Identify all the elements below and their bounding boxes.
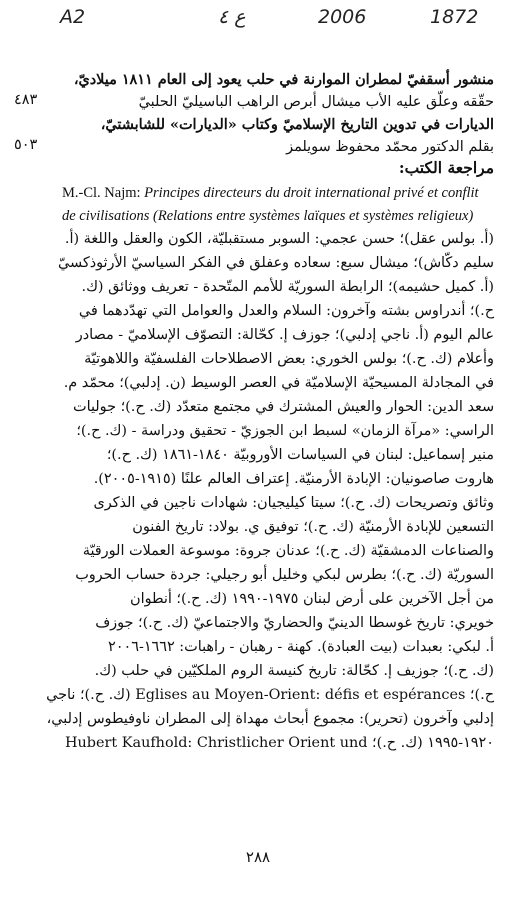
- handwritten-left: A2: [60, 6, 86, 28]
- latin-entry-line-2: [62, 206, 502, 226]
- review-line: في المجادلة المسيحيّة الإسلاميّة في العصر الوسيط (ن. إدلبي)؛ محمّد م.: [63, 375, 494, 391]
- toc-line-1: منشور أسقفيّ لمطران الموارنة في حلب يعود إلى العام ١٨١١ ميلاديّ،: [73, 71, 494, 88]
- toc-page-1: ٤٨٣: [14, 92, 38, 108]
- review-line: سليم دكّاش)؛ ميشال سبع: سعاده وعفلق في الفكر السياسيّ الأرثوذكسيّ: [58, 255, 494, 271]
- review-line: (أ. بولس عقل)؛ حسن عجمي: السوبر مستقبليّة، الكون والعقل واللغة (أ.: [64, 231, 494, 247]
- review-line: (أ. كميل حشيمه)؛ الرابطة السوريّة للأمم المتّحدة - تعريف ووثائق (ك.: [81, 279, 494, 295]
- review-line: سعد الدين: الحوار والعيش المشترك في مجتمع متعدّد (ك. ح.)؛ جوليات: [73, 399, 494, 415]
- review-line: (ك. ح.)؛ جوزيف إ. كحّالة: تاريخ كنيسة الروم الملكيّين في حلب (ك.: [94, 663, 494, 679]
- handwritten-right: 1872: [430, 6, 479, 28]
- review-line: وثائق وتصريحات (ك. ح.)؛ سيتا كيليجيان: شهادات ناجين في الذكرى: [93, 495, 494, 511]
- review-line: هاروت صاصونيان: الإبادة الأرمنيّة. إعتراف العالم علنًا (١٩١٥-٢٠٠٥).: [93, 471, 494, 487]
- latin-title-cont: de civilisations (Relations entre systèmes laïques et systèmes religieux): [62, 208, 474, 224]
- toc-page-2: ٥٠٣: [14, 137, 38, 153]
- review-line: الراسي: «مرآة الزمان» لسبط ابن الجوزيّ - تحقيق ودراسة - (ك. ح.)؛: [76, 423, 494, 439]
- toc-line-4: بقلم الدكتور محمّد محفوظ سويلمز: [286, 139, 494, 155]
- handwritten-mid: ع ٤: [218, 6, 246, 28]
- review-line: ١٩٢٠-١٩٩٥ (ك. ح.)؛ Hubert Kaufhold: Christlicher Orient und: [64, 735, 494, 751]
- review-line: السوريّة (ك. ح.)؛ بطرس لبكي وخليل أبو رجيلي: جردة حساب الحروب: [75, 567, 494, 583]
- review-line: خويري: تاريخ غوسطا الدينيّ والحضاريّ والاجتماعيّ (ك. ح.)؛ جوزف: [95, 615, 494, 631]
- review-line: عالم اليوم (أ. ناجي إدلبي)؛ جوزف إ. كحّالة: التصوّف الإسلاميّ - مصادر: [75, 327, 494, 343]
- review-line: والصناعات الدمشقيّة (ك. ح.)؛ عدنان جروة: موسوعة العملات الورقيّة: [82, 543, 494, 559]
- review-line: ح.)؛ Eglises au Moyen-Orient: défis et espérances (ك. ح.)؛ ناجي: [46, 687, 494, 703]
- toc-line-3: الديارات في تدوين التاريخ الإسلاميّ وكتاب «الديارات» للشابشتيّ،: [100, 116, 494, 133]
- review-line: إدلبي وآخرون (تحرير): مجموع أبحاث مهداة إلى المطران ناوفيطوس إدلبي،: [46, 711, 494, 727]
- page-number: ٢٨٨: [245, 848, 271, 866]
- toc-line-2: حقّقه وعلّق عليه الأب ميشال أبرص الراهب الباسيليّ الحلبيّ: [138, 94, 494, 110]
- review-line: وأعلام (ك. ح.)؛ بولس الخوري: بعض الاصطلاحات الفلسفيّة واللاهوتيّة: [84, 351, 494, 367]
- latin-entry-line-1: [62, 183, 502, 203]
- review-line: من أجل الآخرين على أرض لبنان ١٩٧٥-١٩٩٠ (ك. ح.)؛ أنطوان: [130, 591, 494, 607]
- section-heading: مراجعة الكتب:: [398, 158, 494, 177]
- latin-author: M.-Cl. Najm:: [62, 185, 145, 201]
- review-line: التسعين للإبادة الأرمنيّة (ك. ح.)؛ توفيق ي. بولاد: تاريخ الفنون: [132, 519, 494, 535]
- review-line: منير إسماعيل: لبنان في السياسات الأوروبيّة ١٨٤٠-١٨٦١ (ك. ح.)؛: [106, 447, 494, 463]
- review-line: أ. لبكي: بعبدات (بيت العبادة). كهنة - رهبان - راهبات: ١٦٦٢-٢٠٠٦: [108, 639, 494, 655]
- handwritten-year: 2006: [318, 6, 367, 28]
- review-line: ح.)؛ أندراوس بشته وآخرون: السلام والعدل والعوامل التي تهدّدهما في: [78, 303, 494, 319]
- latin-title: Principes directeurs du droit international privé et conflit: [144, 185, 479, 201]
